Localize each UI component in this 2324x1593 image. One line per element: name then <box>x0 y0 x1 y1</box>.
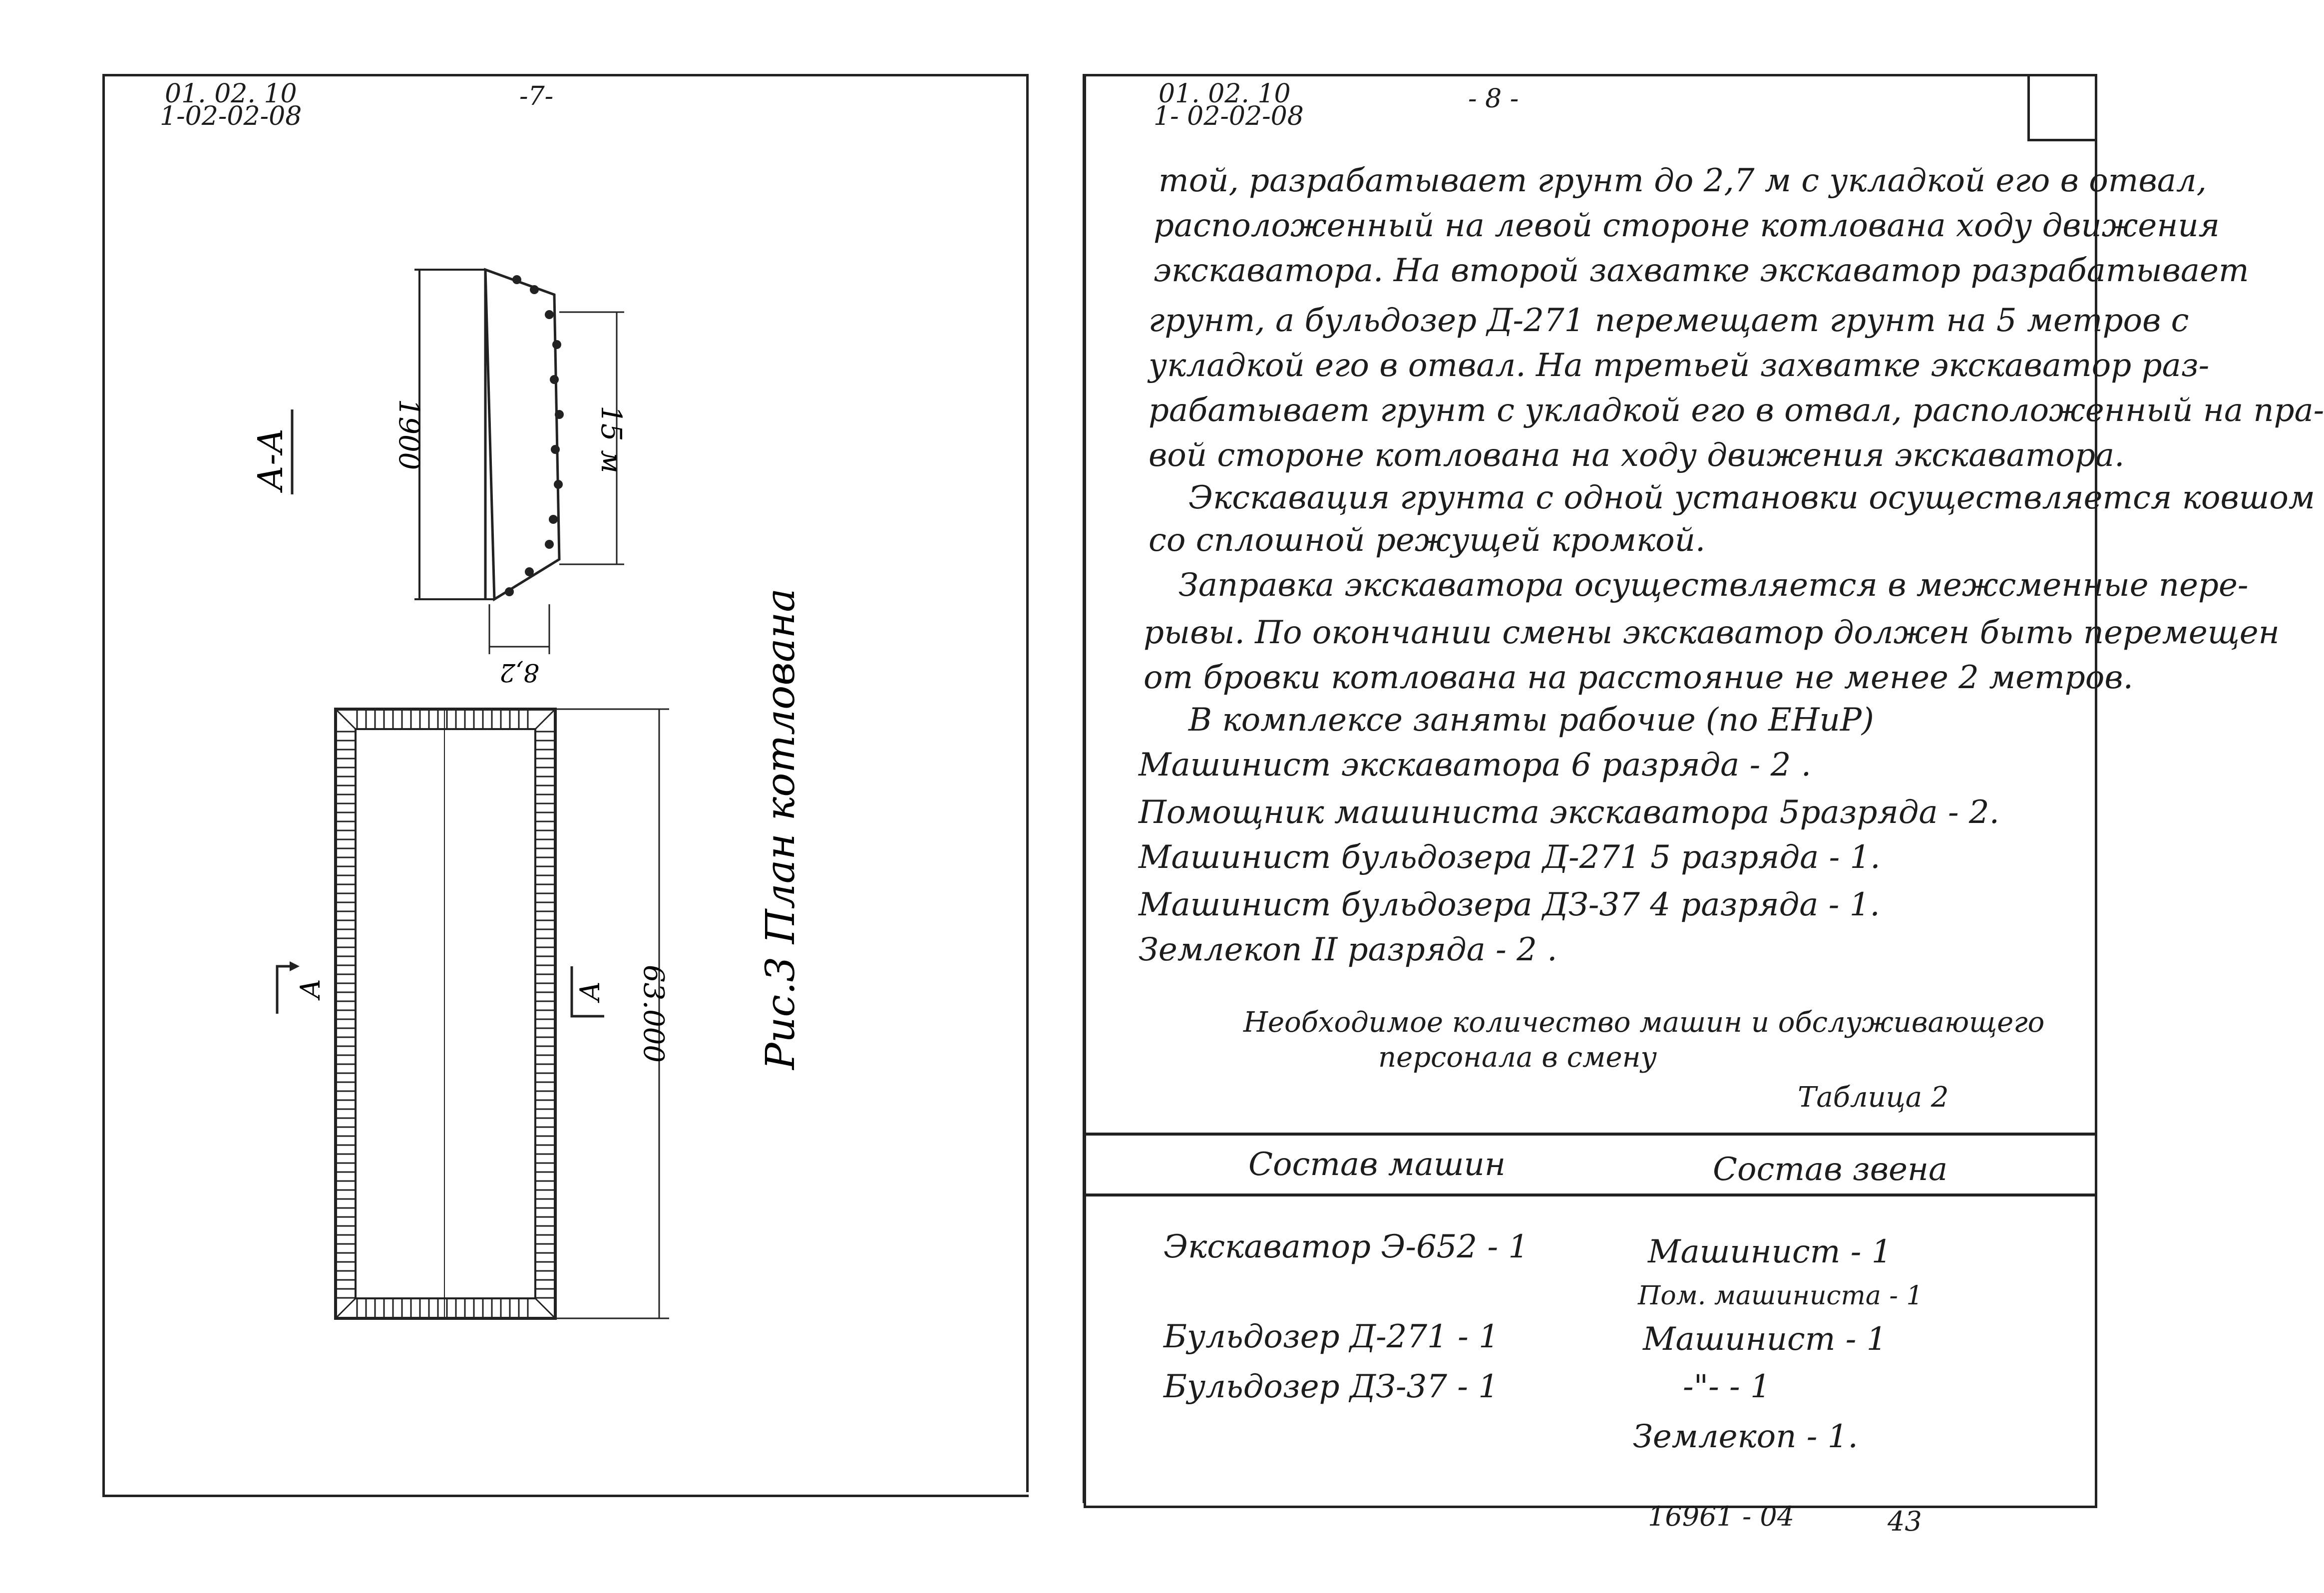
text-line: экскаватора. На второй захватке экскаватор разрабатывает <box>1154 252 2249 289</box>
table-title-1: Необходимое количество машин и обслуживающего <box>1243 1006 2045 1039</box>
table-crew: Машинист - 1 <box>1643 1321 1887 1358</box>
section-label <box>251 428 291 493</box>
corner-box <box>2027 74 2095 141</box>
text-line: Помощник машиниста экскаватора 5разряда - 2. <box>1139 794 1999 831</box>
dim-width-label <box>499 658 539 687</box>
svg-text:15 м: 15 м <box>595 405 627 473</box>
dim-slope-label <box>595 405 627 473</box>
section-label-text: А-А <box>251 428 291 491</box>
cut-marker-right <box>574 981 606 1004</box>
table-crew: Машинист - 1 <box>1648 1233 1892 1270</box>
text-line: Заправка экскаватора осуществляется в межсменные пере- <box>1178 567 2249 604</box>
text-line: той, разрабатывает грунт до 2,7 м с укладкой его в отвал, <box>1159 162 2207 199</box>
table-header-rule <box>1084 1194 2095 1196</box>
table-machine: Бульдозер ДЗ-37 - 1 <box>1163 1368 1499 1405</box>
text-line: укладкой его в отвал. На третьей захватке экскаватор раз- <box>1149 347 2210 384</box>
footer-page: 43 <box>1888 1506 1922 1537</box>
svg-text:8,2: 8,2 <box>499 658 539 687</box>
svg-text:1900: 1900 <box>392 398 425 470</box>
page-divider <box>1026 74 1029 1492</box>
text-line: со сплошной режущей кромкой. <box>1149 522 1706 559</box>
text-line: расположенный на левой стороне котлована ходу движения <box>1154 207 2220 244</box>
text-line: от бровки котлована на расстояние не менее 2 метров. <box>1144 659 2133 696</box>
right-page-number: - 8 - <box>1468 84 1519 114</box>
table-title-2: персонала в смену <box>1378 1041 1657 1074</box>
left-page-number: -7- <box>519 81 554 111</box>
right-doc-code-2: 1- 02-02-08 <box>1154 101 1304 131</box>
table-crew: Землекоп - 1. <box>1633 1418 1858 1455</box>
table-machine: Экскаватор Э-652 - 1 <box>1163 1228 1529 1265</box>
text-line: рывы. По окончании смены экскаватор должен быть перемещен <box>1144 614 2280 651</box>
dim-height-label <box>392 399 425 470</box>
table-machine: Бульдозер Д-271 - 1 <box>1163 1318 1499 1355</box>
text-line: Экскавация грунта с одной установки осуществляется ковшом <box>1188 479 2315 516</box>
text-line: Машинист бульдозера ДЗ-37 4 разряда - 1. <box>1139 886 1880 923</box>
svg-text:Рис.3 План котлована: Рис.3 План котлована <box>757 588 803 1070</box>
footer-stamp: 16961 - 04 <box>1648 1501 1795 1532</box>
text-line: вой стороне котлована на ходу движения экскаватора. <box>1149 437 2125 474</box>
text-line: Землекоп II разряда - 2 . <box>1139 931 1557 968</box>
text-line: Машинист экскаватора 6 разряда - 2 . <box>1139 747 1812 784</box>
figure-caption <box>757 588 803 1071</box>
text-line: Машинист бульдозера Д-271 5 разряда - 1. <box>1139 839 1881 876</box>
excavation-drawing <box>0 0 1024 1423</box>
text-line: В комплексе заняты рабочие (по ЕНиР) <box>1188 702 1874 739</box>
left-doc-code-2: 1-02-02-08 <box>160 101 302 131</box>
table-header-crew: Состав звена <box>1713 1151 1948 1188</box>
table-header-machines: Состав машин <box>1248 1146 1506 1183</box>
svg-text:А: А <box>295 978 326 999</box>
right-doc-code-1: 01. 02. 10 <box>1159 79 1291 109</box>
table-crew: -"- - 1 <box>1683 1368 1771 1405</box>
svg-text:63.000: 63.000 <box>637 965 670 1063</box>
left-doc-code-1: 01. 02. 10 <box>165 79 297 109</box>
table-crew: Пом. машиниста - 1 <box>1638 1281 1923 1311</box>
table-label: Таблица 2 <box>1798 1081 1949 1114</box>
table-top-rule <box>1084 1133 2095 1136</box>
cut-marker-left <box>295 979 326 1001</box>
svg-text:А: А <box>574 981 606 1002</box>
text-line: рабатывает грунт с укладкой его в отвал, расположенный на пра- <box>1149 392 2324 429</box>
dim-length-label <box>637 965 670 1063</box>
text-line: грунт, а бульдозер Д-271 перемещает грунт на 5 метров с <box>1149 302 2189 339</box>
